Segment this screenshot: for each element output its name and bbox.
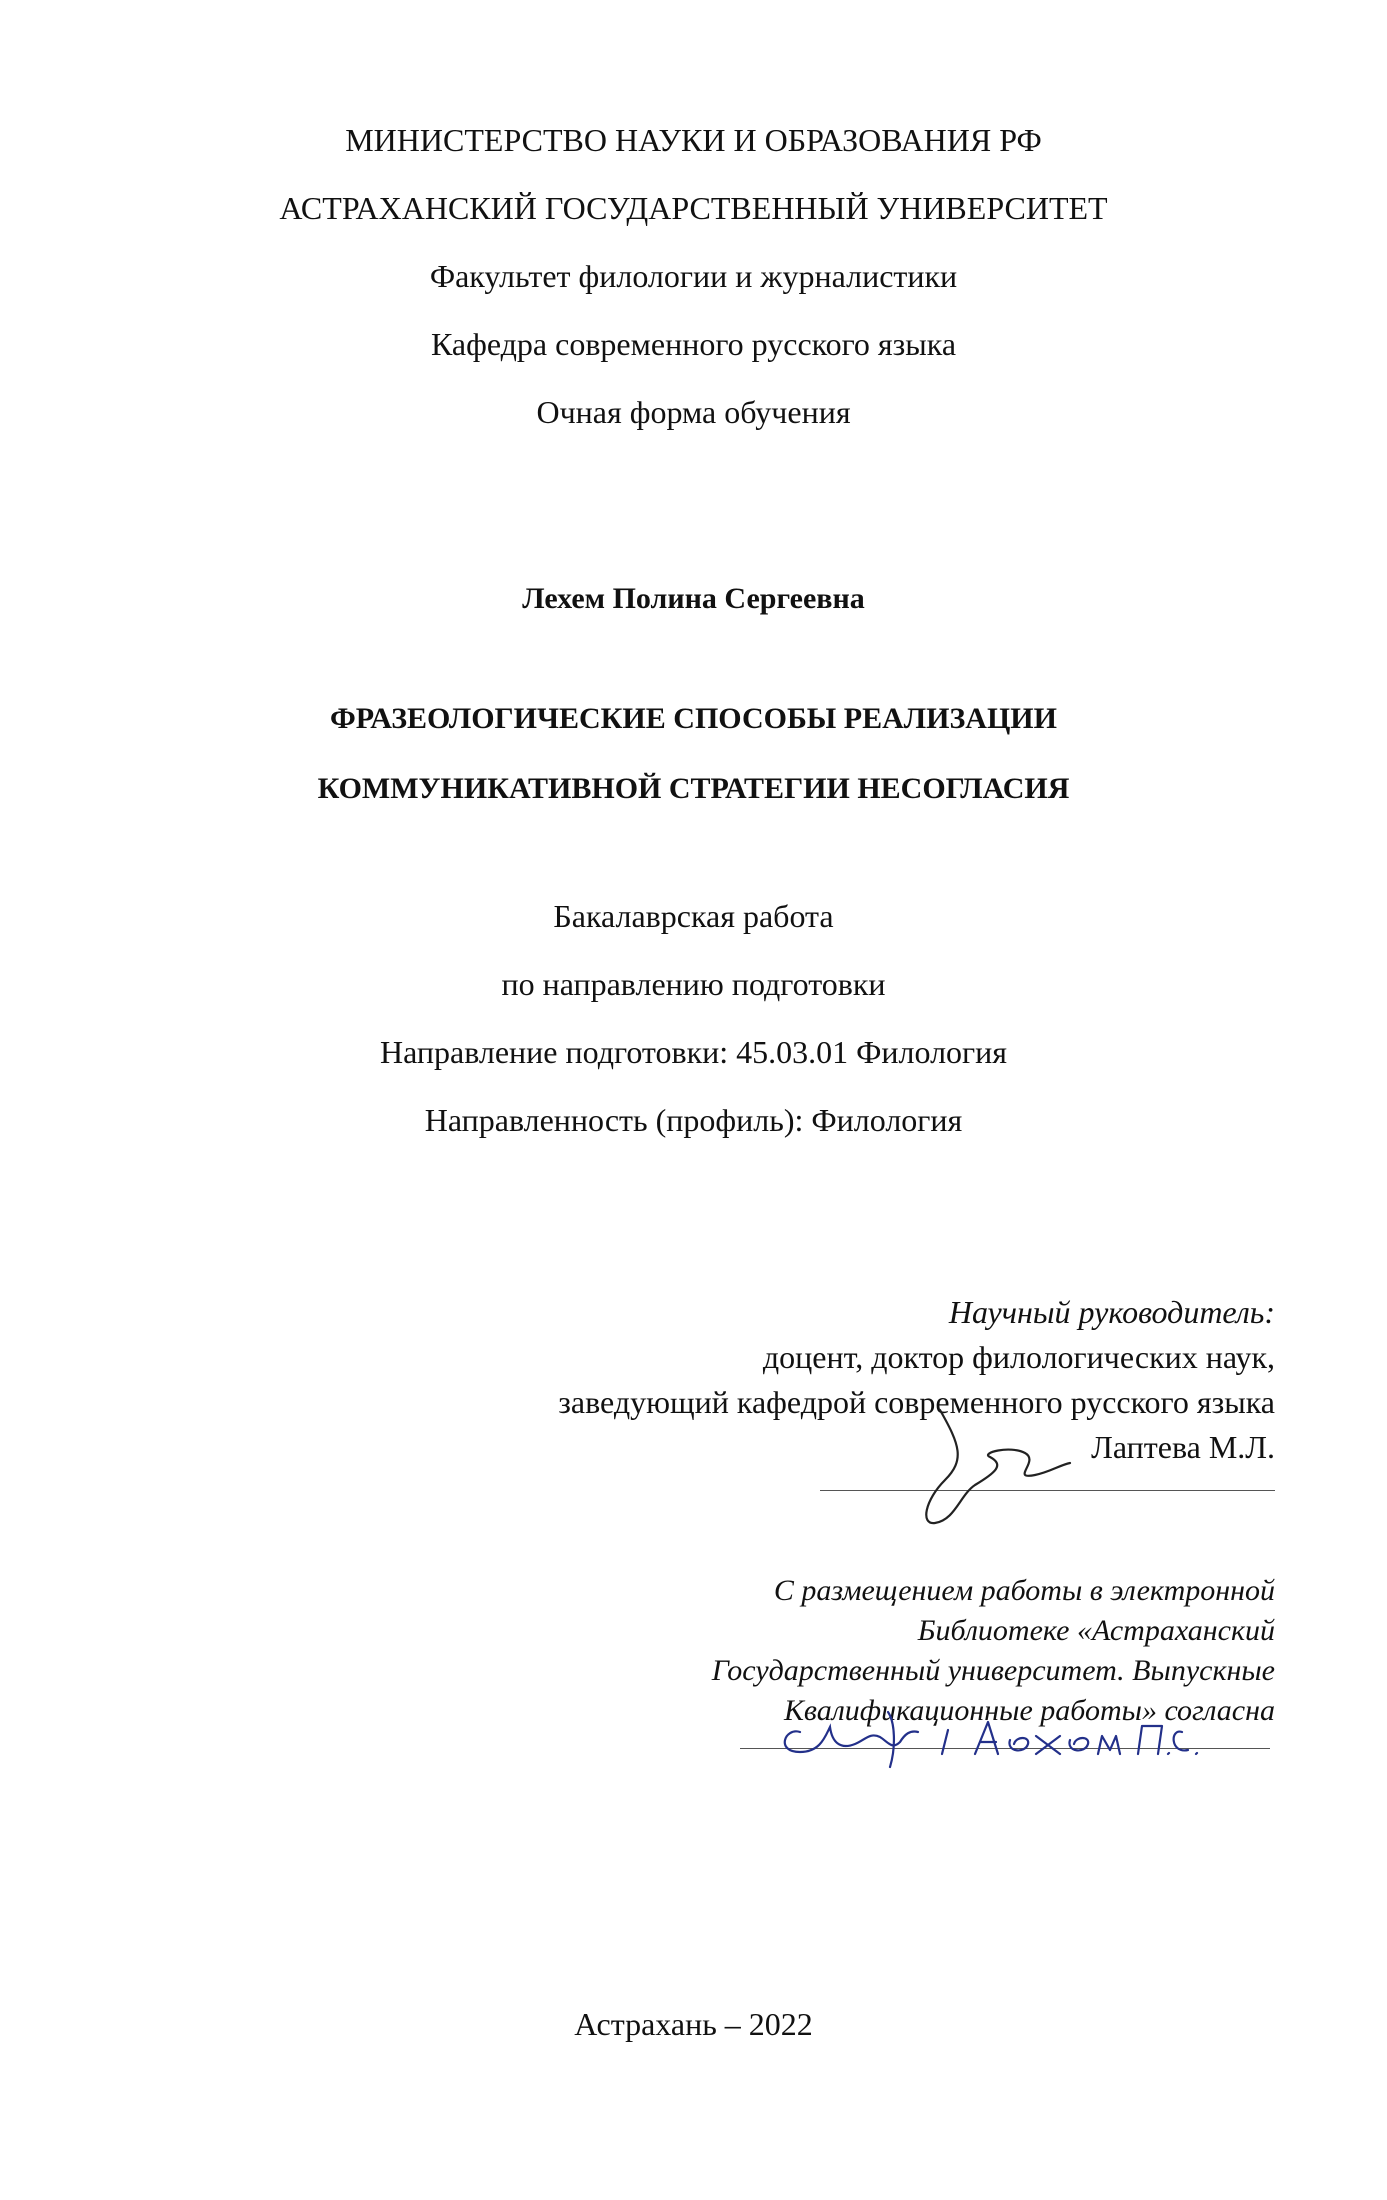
thesis-title-line-2: КОММУНИКАТИВНОЙ СТРАТЕГИИ НЕСОГЛАСИЯ bbox=[317, 772, 1070, 805]
consent-signature bbox=[770, 1692, 1250, 1772]
supervisor-label: Научный руководитель: bbox=[948, 1294, 1275, 1330]
supervisor-position: заведующий кафедрой современного русского языка bbox=[558, 1384, 1275, 1420]
ministry-name: МИНИСТЕРСТВО НАУКИ И ОБРАЗОВАНИЯ РФ bbox=[345, 122, 1042, 158]
supervisor-signature bbox=[900, 1405, 1100, 1535]
consent-line-4: Квалификационные работы» согласна bbox=[783, 1694, 1275, 1727]
consent-line-2: Библиотеке «Астраханский bbox=[917, 1614, 1275, 1647]
author-name: Лехем Полина Сергеевна bbox=[522, 582, 865, 615]
city-year: Астрахань – 2022 bbox=[574, 2006, 813, 2042]
training-profile: Направленность (профиль): Филология bbox=[424, 1102, 963, 1138]
department-name: Кафедра современного русского языка bbox=[430, 326, 957, 362]
university-name: АСТРАХАНСКИЙ ГОСУДАРСТВЕННЫЙ УНИВЕРСИТЕТ bbox=[279, 190, 1108, 226]
consent-line-3: Государственный университет. Выпускные bbox=[711, 1654, 1275, 1687]
direction-line: по направлению подготовки bbox=[501, 966, 886, 1002]
faculty-name: Факультет филологии и журналистики bbox=[429, 258, 958, 294]
training-direction: Направление подготовки: 45.03.01 Филология bbox=[379, 1034, 1008, 1070]
thesis-title-line-1: ФРАЗЕОЛОГИЧЕСКИЕ СПОСОБЫ РЕАЛИЗАЦИИ bbox=[330, 702, 1057, 735]
work-type: Бакалаврская работа bbox=[553, 898, 834, 934]
supervisor-degree: доцент, доктор филологических наук, bbox=[762, 1339, 1275, 1375]
supervisor-name: Лаптева М.Л. bbox=[1091, 1429, 1275, 1465]
consent-line-1: С размещением работы в электронной bbox=[773, 1574, 1275, 1607]
study-form: Очная форма обучения bbox=[536, 394, 851, 430]
